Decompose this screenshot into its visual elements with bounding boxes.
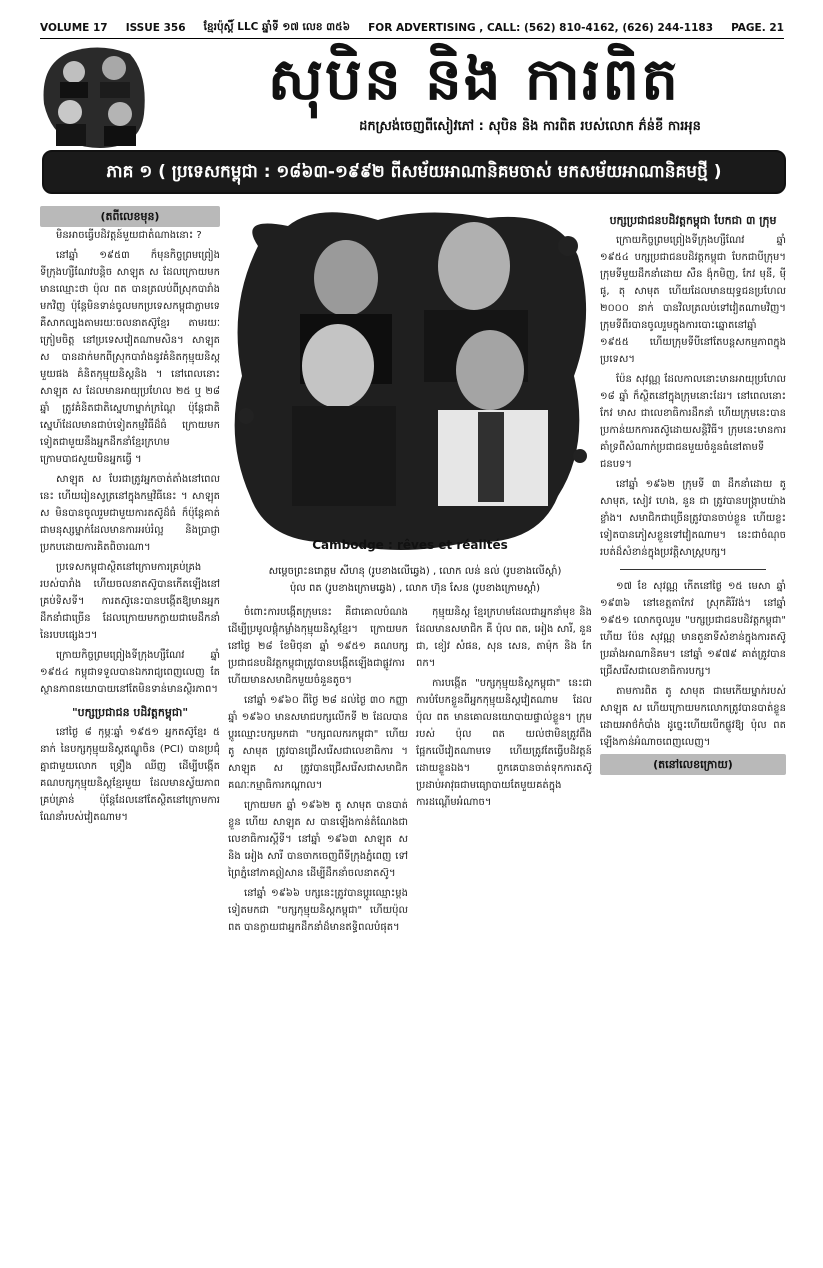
paragraph: ក្រោយមក ឆ្នាំ ១៩៦២ តូ សាមុត បានបាត់ខ្លួន ហើយ សាឡុត ស បានឡើងកាន់តំណែងជាលេខាធិការស្តីទី។ នៅឆ្នាំ ១៩៦៣ សាឡុត ស និង អៀង សារី បានចាកចេញពីទីក្រុងភ្នំពេញ ទៅព្រៃភ្នំនៅភាគឦសាន ដើម្បីដឹកនាំចលនាតស៊ូ។ [228, 800, 408, 879]
paragraph: ចំពោះការបង្កើតក្រុមនេះ គឺជាគោលបំណងដើម្បីប្រមូលផ្តុំកម្លាំងកុម្មុយនិស្តខ្មែរ។ ក្រោយមកនៅថ្ងៃ ២៨ ខែមិថុនា ឆ្នាំ ១៩៥១ គណបក្សប្រជាជនបដិវត្តកម្ពុជាត្រូវបានបង្កើតឡើងជាផ្លូវការ ហើយមានសមាជិកមួយចំនួនតូច។ [228, 607, 408, 686]
paragraph: ប៉ែន សុវណ្ណ ដែលកាលនោះមានអាយុប្រហែល ១៨ ឆ្នាំ ក៏ស្ថិតនៅក្នុងក្រុមនោះដែរ។ នៅពេលនោះ កែវ មាស ជាលេខាធិការដឹកនាំ ហើយក្រុមនេះបានប្រកាន់យកការតស៊ូដោយសន្តិវិធី។ ក្រុមនេះមានការគាំទ្រពីសំណាក់ប្រជាជនមួយចំនួនធំនៅតាមទីជនបទ។ [600, 374, 786, 470]
divider [620, 569, 766, 570]
caption-line: សម្តេចព្រះនរោត្តម សីហនុ (រូបខាងលើឆ្វេង) , លោក លន់ នល់ (រូបខាងលើស្តាំ) [268, 566, 562, 577]
column-1 [40, 206, 220, 1251]
leaders-photo-collage [40, 44, 148, 152]
article-title: សុបិន និង ការពិត [267, 45, 681, 113]
paragraph: ១៧ ខែ សុវណ្ណ កើតនៅថ្ងៃ ១៥ មេសា ឆ្នាំ ១៩៣៦ នៅខេត្តតាកែវ ស្រុកគិរីវង់។ នៅឆ្នាំ ១៩៥១ លោកចូលរួម "បក្សប្រជាជនបដិវត្តកម្ពុជា" ហើយ ប៉ែន សុវណ្ណ មានតួនាទីសំខាន់ក្នុងការតស៊ូប្រឆាំងអាណានិគម។ នៅឆ្នាំ ១៩៧៩ គាត់ត្រូវបានជ្រើសរើសជាលេខាធិការបក្ស។ [600, 581, 786, 677]
paragraph: សាឡុត ស បែរជាត្រូវអ្នកចាត់តាំងនៅពេលនេះ ហើយរៀនសូត្រនៅក្នុងកម្មវិធីនេះ ។ សាឡុត ស មិនបានចូលរួមជាមួយការតស៊ូដ៏ធំ ក៏ប៉ុន្តែគាត់ជាមនុស្សម្នាក់ដែលមានការអប់រំល្អ និងប្រាជ្ញាប្រកបដោយការគិតពិចារណា។ [40, 474, 220, 553]
paragraph: មិនអាចធ្វើបដិវត្តន៍មួយជាតំណាងនោះ ? [56, 230, 202, 241]
image-inner-caption: Cambodge : rêves et réalités [312, 538, 508, 552]
caption-line: ប៉ុល ពត (រូបខាងក្រោមឆ្វេង) , លោក ហ៊ុន សែន (រូបខាងក្រោមស្តាំ) [289, 583, 541, 594]
issue: ISSUE 356 [125, 22, 186, 34]
continued-tag: (តពីលេខមុន) [40, 206, 220, 227]
article-source: ដកស្រង់ចេញពីសៀវភៅ : សុបិន និង ការពិត របស់លោក ភ៌ន់ខី ការអុន [359, 119, 701, 134]
paragraph: តាមការពិត តូ សាមុត ជាមេកើយម្នាក់របស់ សាឡុត ស ហើយក្រោយមកលោកត្រូវបានបាត់ខ្លួនដោយអាថ៌កំបាំង ដូច្នេះហើយបើកផ្លូវឱ្យ ប៉ុល ពត ឡើងកាន់អំណាចពេញលេញ។ [600, 686, 786, 748]
paragraph: នៅឆ្នាំ ១៩៥៣ ក៏មុនកិច្ចព្រមព្រៀងទីក្រុងហ្សឺណែវបន្តិច សាឡុត ស ដែលក្រោយមកមានឈ្មោះថា ប៉ុល ពត បានត្រលប់ពីស្រុកបារាំងមកវិញ ប៉ុន្តែមិនទាន់ចូលមកប្រទេសកម្ពុជាភ្លាមទេ គឺសាកល្បងតាមរយៈចលនាតស៊ូខ្មែរ តាមរយៈ ក្រៀមចិត្ត នៅប្រទេសវៀតណាមសិន។ សាឡុត ស បានដាក់មកពីស្រុកបារាំងនូវគំនិតកុម្មុយនិស្តមួយផង គំនិតកុម្មុយនិស្តនិង ។ នៅពេលនោះ សាឡុត ស ដែលមានអាយុប្រហែល ២៥ ឬ ២៨ ឆ្នាំ ត្រូវគំនិតជាតិស្នេហាម្នាក់ក្រណ្តៃ ប៉ុន្តែជាតិស្នេហ៍ដែលមានជាប់ទៀតកម្មវិធីដ៏ធំ ក្រោយមកទៀតជាមួយនឹងអ្នកដឹកនាំខ្មែរក្រហម ក្រោមបាជសួយមិនអ្នកធ្វើ ។ [40, 250, 220, 465]
part-banner: ភាគ ១ ( ប្រទេសកម្ពុជា : ១៨៦៣-១៩៩២ ពីសម័យអាណានិគមចាស់ មកសម័យអាណានិគមថ្មី ) [42, 150, 786, 194]
paragraph: ការបង្កើត "បក្សកុម្មុយនិស្តកម្ពុជា" នេះជាការបំបែកខ្លួនពីអ្នកកុម្មុយនិស្តវៀតណាម ដែលប៉ុល ពត មានគោលនយោបាយផ្ទាល់ខ្លួន។ ក្រុមរបស់ ប៉ុល ពត យល់ថាមិនត្រូវពឹងផ្អែកលើវៀតណាមទេ ហើយត្រូវតែធ្វើបដិវត្តន៍ដោយខ្លួនឯង។ ពួកគេបានចាត់ទុកការតស៊ូប្រដាប់អាវុធជាមធ្យោបាយតែមួយគត់ក្នុងការដណ្តើមអំណាច។ [416, 678, 592, 808]
leaders-photo [228, 206, 592, 562]
section-heading: បក្សប្រជាជនបដិវត្តកម្ពុជា បែកជា ៣ ក្រុម [609, 214, 777, 227]
image-caption [238, 563, 592, 599]
paragraph: កុម្មុយនិស្ត ខ្មែរក្រហមដែលជាអ្នកនាំមុខ និងដែលមានសមាជិក គឺ ប៉ុល ពត, អៀង សារី, នួន ជា, ខៀវ សំផន, សុន សេន, តាម៉ុក និង កែ ពក។ [416, 607, 592, 669]
page-header [40, 18, 784, 39]
paragraph: នៅថ្ងៃ ៨ កុម្ភៈឆ្នាំ ១៩៥១ អ្នកតស៊ូខ្មែរ ៥ នាក់ នៃបក្សកុម្មុយនិស្តឥណ្ឌូចិន (PCI) បានប្រជុំគ្នាជាមួយលោក ទ្រឿង ឈីញ ដើម្បីបង្កើតគណបក្សកុម្មុយនិស្តខ្មែរមួយ ដែលមានស្វ័យភាពគ្រប់គ្រាន់ ប៉ុន្តែដែលនៅតែស្ថិតនៅក្រោមការណែនាំរបស់វៀតណាម។ [40, 727, 220, 823]
column-3 [416, 604, 592, 1251]
paragraph: នៅឆ្នាំ ១៩៦២ ក្រុមទី ៣ ដឹកនាំដោយ តូ សាមុត, សៀវ ហេង, នួន ជា ត្រូវបានបង្ក្រាបយ៉ាងខ្លាំង។ សមាជិកជាច្រើនត្រូវបានចាប់ខ្លួន ហើយខ្លះទៀតបានភៀសខ្លួនទៅវៀតណាម។ នេះជាចំណុចរបត់ដ៏សំខាន់ក្នុងប្រវត្តិសាស្ត្របក្ស។ [600, 479, 786, 558]
advertising: FOR ADVERTISING , CALL: (562) 810-4162, (626) 244-1183 [368, 22, 713, 34]
page-number: PAGE. 21 [731, 22, 784, 34]
paper-name: ខ្មែរប៉ុស្តិ៍ LLC ឆ្នាំទី ១៧ លេខ ៣៥៦ [203, 20, 351, 33]
paragraph: ក្រោយកិច្ចព្រមព្រៀងទីក្រុងហ្សឺណែវ ឆ្នាំ ១៩៥៤ កម្ពុជាទទួលបានឯករាជ្យពេញលេញ តែស្ថានភាពនយោបាយនៅតែមិនទាន់មានស្ថិរភាព។ [40, 650, 220, 695]
section-heading: "បក្សប្រជាជន បដិវត្តកម្ពុជា" [71, 706, 189, 719]
paragraph: ប្រទេសកម្ពុជាស្ថិតនៅក្រោមការគ្រប់គ្រងរបស់បារាំង ហើយចលនាតស៊ូបានកើតឡើងនៅគ្រប់ទិសទី។ ការតស៊ូនេះបានបង្កើតឱ្យមានអ្នកដឹកនាំជាច្រើន ដែលក្រោយមកក្លាយជាមេដឹកនាំនៃរបបផ្សេងៗ។ [40, 562, 220, 641]
column-4 [600, 206, 786, 1251]
paragraph: នៅឆ្នាំ ១៩៦០ ពីថ្ងៃ ២៨ ដល់ថ្ងៃ ៣០ កញ្ញា ឆ្នាំ ១៩៦០ មានសមាជបក្សលើកទី ២ ដែលបានប្តូរឈ្មោះបក្សមកជា "បក្សពលករកម្ពុជា" ហើយ តូ សាមុត ត្រូវបានជ្រើសរើសជាលេខាធិការ ។ សាឡុត ស ត្រូវបានជ្រើសរើសជាសមាជិកគណៈកម្មាធិការកណ្តាល។ [228, 695, 408, 791]
volume: VOLUME 17 [40, 22, 108, 34]
paragraph: នៅឆ្នាំ ១៩៦៦ បក្សនេះត្រូវបានប្តូរឈ្មោះម្តងទៀតមកជា "បក្សកុម្មុយនិស្តកម្ពុជា" ហើយប៉ុល ពត បានក្លាយជាអ្នកដឹកនាំដ៏មានឥទ្ធិពលបំផុត។ [228, 888, 408, 933]
paragraph: ក្រោយកិច្ចព្រមព្រៀងទីក្រុងហ្សឺណែវ ឆ្នាំ ១៩៥៤ បក្សប្រជាជនបដិវត្តកម្ពុជា បែកជាបីក្រុម។ ក្រុមទីមួយដឹកនាំដោយ សឺន ង៉ុកមិញ, កែវ មុនី, ម៉ី ផូ, តុ សាមុត ហើយដែលមានយុទ្ធជនប្រហែល ២០០០ នាក់ បានវិលត្រលប់ទៅវៀតណាមវិញ។ ក្រុមទីពីរបានចូលរួមក្នុងការបោះឆ្នោតនៅឆ្នាំ ១៩៥៥ ហើយក្រុមទីបីនៅតែបន្តសកម្មភាពក្នុងប្រទេស។ [600, 235, 786, 365]
column-2 [228, 604, 408, 1251]
to-be-continued-tag: (តនៅលេខក្រោយ) [600, 754, 786, 775]
